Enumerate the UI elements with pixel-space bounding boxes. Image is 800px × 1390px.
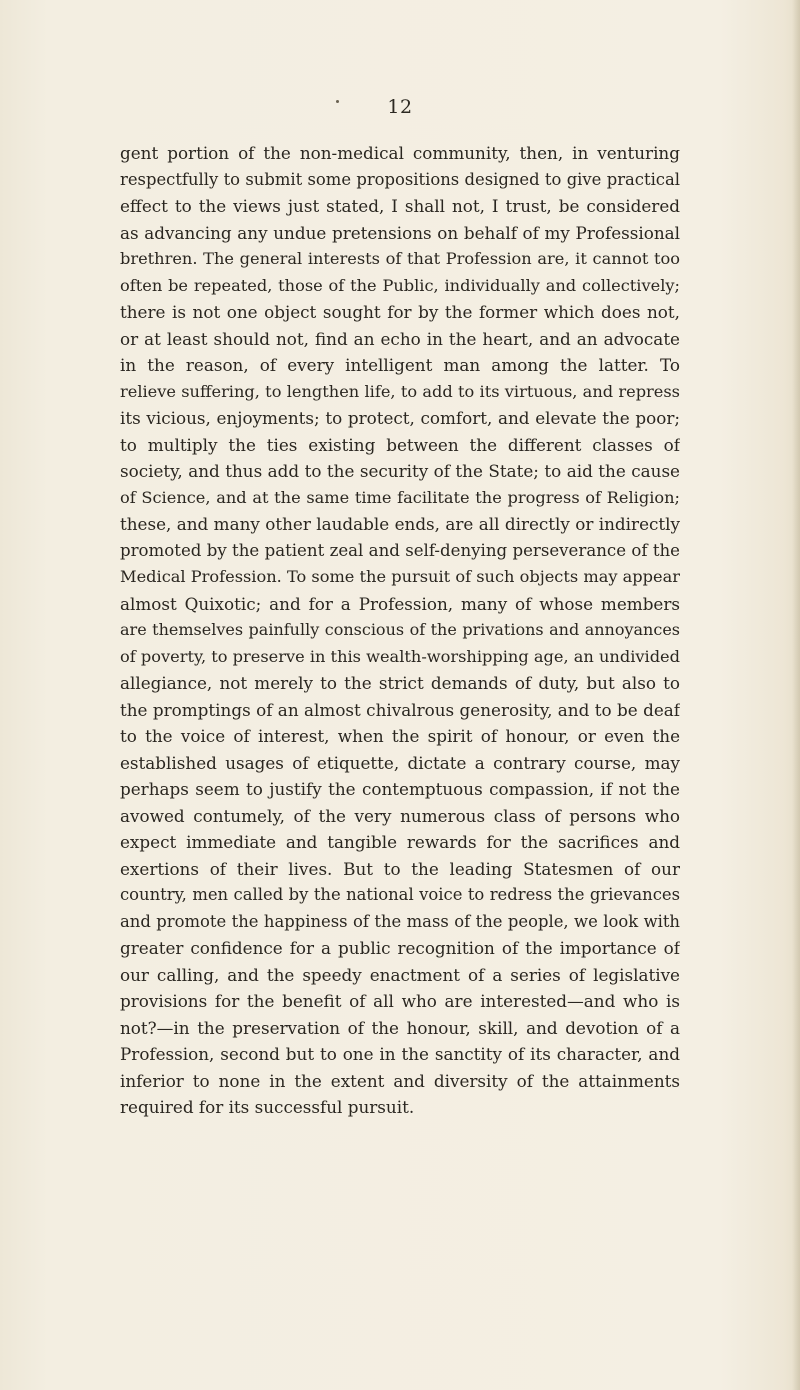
text-line: gent portion of the non-medical community, then, in venturing [120, 143, 680, 163]
text-line: established usages of etiquette, dictate a contrary course, may [120, 752, 680, 773]
text-line: are themselves painfully conscious of the privations and annoyances [120, 620, 680, 639]
text-line: almost Quixotic; and for a Profession, many of whose members [120, 593, 680, 614]
text-line: greater confidence for a public recognition of the importance of [120, 938, 680, 958]
text-line: in the reason, of every intelligent man among the latter. To [120, 355, 680, 375]
text-line: effect to the views just stated, I shall not, I trust, be considered [120, 196, 680, 216]
text-line: to multiply the ties existing between the different classes of [120, 434, 680, 455]
text-line: society, and thus add to the security of the State; to aid the cause [120, 461, 680, 481]
text-line: of poverty, to preserve in this wealth-worshipping age, an undivided [120, 646, 680, 666]
text-line: or at least should not, find an echo in the heart, and an advocate [120, 328, 680, 349]
text-line: our calling, and the speedy enactment of a series of legislative [120, 964, 680, 985]
text-line: brethren. The general interests of that Profession are, it cannot too [120, 249, 680, 268]
text-line: Profession, second but to one in the sanctity of its character, and [120, 1044, 680, 1064]
text-line: relieve suffering, to lengthen life, to add to its virtuous, and repress [120, 381, 680, 401]
text-line: promoted by the patient zeal and self-denying perseverance of the [120, 540, 680, 560]
text-line: the promptings of an almost chivalrous generosity, and to be deaf [120, 699, 680, 720]
page-number: 12 [387, 96, 413, 118]
text-line: avowed contumely, of the very numerous class of persons who [120, 805, 680, 826]
text-line: inferior to none in the extent and diversity of the attainments [120, 1070, 680, 1091]
text-line: not?—in the preservation of the honour, skill, and devotion of a [120, 1017, 680, 1038]
text-line: its vicious, enjoyments; to protect, comfort, and elevate the poor; [120, 408, 680, 428]
text-line: Medical Profession. To some the pursuit of such objects may appear [120, 567, 680, 586]
text-line: often be repeated, those of the Public, individually and collectively; [120, 275, 680, 295]
text-line: of Science, and at the same time facilitate the progress of Religion; [120, 487, 680, 507]
text-line: and promote the happiness of the mass of the people, we look with [120, 911, 680, 931]
body-paragraph [120, 140, 680, 1121]
text-line: to the voice of interest, when the spirit of honour, or even the [120, 726, 680, 746]
text-line: country, men called by the national voice to redress the grievances [120, 885, 680, 904]
text-line: perhaps seem to justify the contemptuous compassion, if not the [120, 779, 680, 799]
text-line: there is not one object sought for by the former which does not, [120, 302, 680, 322]
text-line: as advancing any undue pretensions on behalf of my Professional [120, 222, 680, 243]
text-line: respectfully to submit some propositions designed to give practical [120, 169, 680, 189]
text-line: exertions of their lives. But to the leading Statesmen of our [120, 858, 680, 879]
text-line: these, and many other laudable ends, are all directly or indirectly [120, 514, 680, 534]
text-line: provisions for the benefit of all who are interested—and who is [120, 991, 680, 1011]
text-line-last: required for its successful pursuit. [120, 1097, 415, 1117]
page-edge-shadow [792, 0, 800, 1390]
text-line: expect immediate and tangible rewards for the sacrifices and [120, 832, 680, 852]
text-line: allegiance, not merely to the strict demands of duty, but also to [120, 673, 680, 693]
